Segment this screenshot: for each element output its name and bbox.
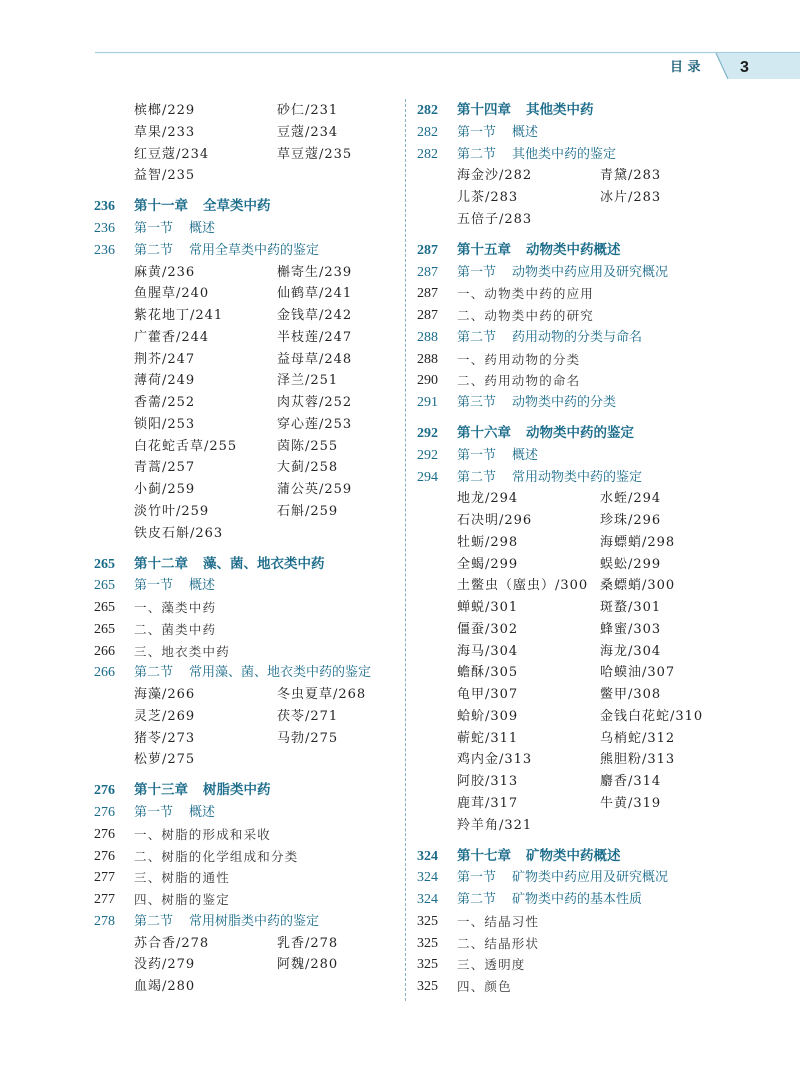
- toc-pair-row: [94, 414, 399, 436]
- herb-entry: 地龙/294: [457, 491, 519, 507]
- toc-pair-row: [94, 327, 399, 349]
- herb-entry: 槟榔/229: [134, 103, 196, 118]
- herb-entry: 广藿香/244: [134, 329, 210, 345]
- toc-chapter-row: [417, 100, 747, 122]
- toc-item-row: [94, 597, 399, 619]
- herb-entry: 麻黄/236: [134, 264, 196, 280]
- toc-pair-row: [94, 392, 399, 414]
- subsection-text: 一、药用动物的分类: [457, 351, 581, 367]
- toc-pair-row: [94, 728, 399, 750]
- toc-pair-row: [94, 436, 399, 458]
- herb-entry: 海龙/304: [600, 643, 662, 659]
- toc-pair-row: [94, 954, 399, 976]
- chapter-label: 第十一章: [134, 198, 188, 215]
- toc-pair-row: [417, 575, 747, 597]
- toc-pair-row: [94, 144, 399, 166]
- toc-pair-row: [417, 749, 747, 771]
- herb-entry: 铁皮石斛/263: [134, 525, 224, 541]
- subsection-text: 四、颜色: [457, 979, 512, 994]
- section-label: 第一节: [134, 578, 174, 594]
- herb-entry: 鱼腥草/240: [134, 286, 210, 302]
- herb-entry: 水蛭/294: [600, 491, 662, 507]
- herb-entry: 红豆蔻/234: [134, 146, 210, 162]
- herb-entry: 石决明/296: [457, 513, 533, 528]
- item-page-number: 266: [94, 643, 115, 659]
- section-page-number: 294: [417, 469, 438, 485]
- herb-entry: 龟甲/307: [457, 687, 519, 702]
- chapter-title: 矿物类中药概述: [526, 847, 621, 864]
- herb-entry: 五倍子/283: [457, 211, 533, 227]
- herb-entry: 槲寄生/239: [277, 264, 353, 280]
- herb-entry: 苏合香/278: [134, 935, 210, 951]
- subsection-text: 二、菌类中药: [134, 621, 217, 637]
- herb-entry: 半枝莲/247: [277, 329, 353, 345]
- toc-pair-row: [94, 349, 399, 371]
- toc-pair-row: [94, 262, 399, 284]
- herb-entry: 熊胆粉/313: [600, 752, 676, 768]
- herb-entry: 麝香/314: [600, 774, 662, 789]
- subsection-text: 二、动物类中药的研究: [457, 308, 595, 323]
- chapter-page-number: 324: [417, 848, 438, 864]
- chapter-page-number: 287: [417, 242, 438, 258]
- section-title: 矿物类中药应用及研究概况: [512, 870, 669, 886]
- item-page-number: 265: [94, 621, 115, 637]
- section-page-number: 282: [417, 124, 438, 140]
- section-label: 第一节: [457, 870, 497, 886]
- toc-pair-row: [94, 706, 399, 728]
- section-title: 常用全草类中药的鉴定: [189, 242, 320, 258]
- section-title: 常用动物类中药的鉴定: [512, 469, 643, 485]
- herb-entry: 薄荷/249: [134, 373, 196, 389]
- toc-pair-row: [417, 187, 747, 209]
- toc-pair-row: [94, 684, 399, 706]
- section-label: 第二节: [457, 892, 497, 907]
- herb-entry: 牛黄/319: [600, 795, 662, 811]
- chapter-title: 树脂类中药: [203, 782, 271, 799]
- chapter-label: 第十六章: [457, 425, 511, 441]
- herb-entry: 马勃/275: [277, 730, 339, 746]
- chapter-label: 第十四章: [457, 102, 511, 118]
- toc-item-row: [417, 349, 747, 371]
- section-title: 概述: [512, 447, 539, 463]
- chapter-page-number: 236: [94, 199, 115, 215]
- chapter-label: 第十二章: [134, 555, 188, 572]
- herb-entry: 灵芝/269: [134, 708, 196, 724]
- section-page-number: 324: [417, 870, 438, 886]
- column-divider: [405, 99, 406, 1001]
- toc-pair-row: [417, 662, 747, 684]
- chapter-page-number: 282: [417, 103, 438, 118]
- toc-pair-row: [417, 815, 747, 837]
- herb-entry: 桑螵蛸/300: [600, 578, 676, 594]
- herb-entry: 锁阳/253: [134, 416, 196, 432]
- toc-pair-row: [94, 749, 399, 771]
- subsection-text: 二、药用动物的命名: [457, 373, 581, 389]
- toc-section-row: [417, 144, 747, 166]
- herb-entry: 小蓟/259: [134, 482, 196, 497]
- toc-pair-row: [417, 684, 747, 706]
- section-label: 第三节: [457, 395, 497, 410]
- toc-item-row: [94, 641, 399, 663]
- toc-item-row: [94, 824, 399, 846]
- chapter-page-number: 276: [94, 783, 115, 799]
- toc-section-row: [417, 122, 747, 144]
- herb-entry: 青黛/283: [600, 168, 662, 184]
- item-page-number: 287: [417, 308, 438, 323]
- toc-pair-row: [417, 597, 747, 619]
- toc-item-row: [94, 619, 399, 641]
- chapter-title: 藻、菌、地衣类中药: [203, 555, 325, 572]
- subsection-text: 四、树脂的鉴定: [134, 892, 230, 907]
- chapter-label: 第十七章: [457, 847, 511, 864]
- toc-chapter-row: [94, 780, 399, 802]
- section-title: 常用树脂类中药的鉴定: [189, 913, 320, 929]
- section-label: 第一节: [134, 221, 174, 236]
- herb-entry: 土鳖虫（䗪虫）/300: [457, 578, 589, 594]
- chapter-title: 动物类中药的鉴定: [526, 425, 634, 441]
- herb-entry: 蒲公英/259: [277, 482, 353, 497]
- herb-entry: 乌梢蛇/312: [600, 730, 676, 746]
- herb-entry: 海马/304: [457, 643, 519, 659]
- section-title: 动物类中药的分类: [512, 395, 617, 410]
- section-page-number: 236: [94, 242, 115, 258]
- herb-entry: 冬虫夏草/268: [277, 687, 367, 702]
- chapter-title: 动物类中药概述: [526, 241, 621, 258]
- toc-right-column: [417, 100, 747, 998]
- herb-entry: 茯苓/271: [277, 708, 339, 724]
- subsection-text: 三、地衣类中药: [134, 643, 230, 659]
- chapter-page-number: 292: [417, 426, 438, 441]
- herb-entry: 石斛/259: [277, 503, 339, 519]
- herb-entry: 蜈蚣/299: [600, 556, 662, 572]
- toc-pair-row: [417, 641, 747, 663]
- toc-chapter-row: [417, 846, 747, 868]
- toc-chapter-row: [417, 240, 747, 262]
- herb-entry: 茵陈/255: [277, 438, 339, 454]
- toc-section-row: [417, 262, 747, 284]
- herb-entry: 羚羊角/321: [457, 817, 533, 833]
- toc-pair-row: [417, 706, 747, 728]
- herb-entry: 砂仁/231: [277, 103, 339, 118]
- section-page-number: 266: [94, 665, 115, 681]
- section-page-number: 324: [417, 892, 438, 907]
- herb-entry: 蕲蛇/311: [457, 730, 519, 746]
- toc-section-row: [417, 867, 747, 889]
- section-title: 药用动物的分类与命名: [512, 329, 643, 345]
- toc-pair-row: [94, 976, 399, 998]
- herb-entry: 益母草/248: [277, 351, 353, 367]
- toc-pair-row: [94, 165, 399, 187]
- herb-entry: 鸡内金/313: [457, 752, 533, 768]
- herb-entry: 哈蟆油/307: [600, 665, 676, 681]
- herb-entry: 冰片/283: [600, 190, 662, 205]
- herb-entry: 香薷/252: [134, 395, 196, 410]
- toc-item-row: [417, 976, 747, 998]
- herb-entry: 紫花地丁/241: [134, 308, 224, 323]
- herb-entry: 蝉蜕/301: [457, 600, 519, 615]
- section-label: 第二节: [134, 665, 174, 681]
- toc-pair-row: [417, 165, 747, 187]
- herb-entry: 僵蚕/302: [457, 621, 519, 637]
- toc-section-row: [94, 911, 399, 933]
- toc-pair-row: [417, 209, 747, 231]
- page-tab: [716, 53, 800, 79]
- herb-entry: 斑蝥/301: [600, 600, 662, 615]
- toc-section-row: [94, 575, 399, 597]
- toc-chapter-row: [94, 554, 399, 576]
- section-label: 第一节: [457, 447, 497, 463]
- herb-entry: 阿魏/280: [277, 957, 339, 973]
- toc-pair-row: [417, 793, 747, 815]
- section-label: 第二节: [457, 469, 497, 485]
- section-page-number: 265: [94, 578, 115, 594]
- toc-item-row: [417, 933, 747, 955]
- section-title: 概述: [189, 221, 216, 236]
- chapter-title: 全草类中药: [203, 198, 271, 215]
- toc-section-row: [94, 240, 399, 262]
- herb-entry: 白花蛇舌草/255: [134, 438, 238, 454]
- toc-pair-row: [417, 488, 747, 510]
- toc-pair-row: [417, 619, 747, 641]
- herb-entry: 蟾酥/305: [457, 665, 519, 681]
- herb-entry: 青蒿/257: [134, 460, 196, 476]
- herb-entry: 荆芥/247: [134, 351, 196, 367]
- item-page-number: 277: [94, 892, 115, 907]
- herb-entry: 血竭/280: [134, 979, 196, 994]
- toc-section-row: [417, 445, 747, 467]
- toc-pair-row: [94, 370, 399, 392]
- section-page-number: 291: [417, 395, 438, 410]
- toc-pair-row: [417, 554, 747, 576]
- toc-item-row: [417, 305, 747, 327]
- toc-section-row: [417, 467, 747, 489]
- toc-pair-row: [94, 479, 399, 501]
- section-page-number: 276: [94, 805, 115, 820]
- herb-entry: 金钱草/242: [277, 308, 353, 323]
- toc-item-row: [417, 283, 747, 305]
- herb-entry: 鹿茸/317: [457, 795, 519, 811]
- herb-entry: 乳香/278: [277, 935, 339, 951]
- subsection-text: 二、结晶形状: [457, 935, 540, 951]
- chapter-label: 第十五章: [457, 241, 511, 258]
- herb-entry: 海藻/266: [134, 687, 196, 702]
- herb-entry: 珍珠/296: [600, 513, 662, 528]
- subsection-text: 三、透明度: [457, 957, 526, 973]
- toc-pair-row: [94, 122, 399, 144]
- section-title: 概述: [189, 578, 216, 594]
- herb-entry: 牡蛎/298: [457, 534, 519, 550]
- toc-section-row: [94, 802, 399, 824]
- toc-section-row: [94, 218, 399, 240]
- toc-pair-row: [417, 510, 747, 532]
- item-page-number: 277: [94, 870, 115, 886]
- section-title: 动物类中药应用及研究概况: [512, 264, 669, 280]
- section-title: 其他类中药的鉴定: [512, 146, 617, 162]
- section-label: 第一节: [457, 124, 497, 140]
- toc-section-row: [417, 327, 747, 349]
- herb-entry: 蛤蚧/309: [457, 708, 519, 724]
- section-title: 概述: [512, 124, 539, 140]
- section-page-number: 236: [94, 221, 115, 236]
- herb-entry: 海螵蛸/298: [600, 534, 676, 550]
- item-page-number: 287: [417, 286, 438, 302]
- herb-entry: 豆蔻/234: [277, 124, 339, 140]
- section-label: 第二节: [134, 242, 174, 258]
- toc-pair-row: [94, 501, 399, 523]
- herb-entry: 大蓟/258: [277, 460, 339, 476]
- herb-entry: 猪苓/273: [134, 730, 196, 746]
- toc-item-row: [417, 911, 747, 933]
- toc-item-row: [417, 954, 747, 976]
- herb-entry: 草豆蔻/235: [277, 146, 353, 162]
- chapter-title: 其他类中药: [526, 102, 594, 118]
- subsection-text: 一、动物类中药的应用: [457, 286, 595, 302]
- herb-entry: 泽兰/251: [277, 373, 339, 389]
- section-title: 矿物类中药的基本性质: [512, 892, 643, 907]
- toc-section-row: [94, 662, 399, 684]
- section-title: 常用藻、菌、地衣类中药的鉴定: [189, 665, 372, 681]
- subsection-text: 一、树脂的形成和采收: [134, 826, 272, 842]
- herb-entry: 益智/235: [134, 168, 196, 184]
- section-label: 第一节: [134, 805, 174, 820]
- section-page-number: 292: [417, 447, 438, 463]
- herb-entry: 鳖甲/308: [600, 687, 662, 702]
- herb-entry: 金钱白花蛇/310: [600, 708, 704, 724]
- subsection-text: 一、结晶习性: [457, 913, 540, 929]
- subsection-text: 三、树脂的通性: [134, 870, 230, 886]
- section-label: 第二节: [457, 329, 497, 345]
- toc-chapter-row: [417, 423, 747, 445]
- item-page-number: 276: [94, 848, 115, 864]
- herb-entry: 松萝/275: [134, 752, 196, 768]
- section-page-number: 278: [94, 913, 115, 929]
- item-page-number: 325: [417, 979, 438, 994]
- toc-item-row: [94, 867, 399, 889]
- herb-entry: 海金沙/282: [457, 168, 533, 184]
- toc-section-row: [417, 392, 747, 414]
- toc-pair-row: [417, 532, 747, 554]
- item-page-number: 325: [417, 913, 438, 929]
- chapter-page-number: 265: [94, 556, 115, 572]
- item-page-number: 290: [417, 373, 438, 389]
- herb-entry: 肉苁蓉/252: [277, 395, 353, 410]
- herb-entry: 穿心莲/253: [277, 416, 353, 432]
- subsection-text: 二、树脂的化学组成和分类: [134, 848, 299, 864]
- herb-entry: 淡竹叶/259: [134, 503, 210, 519]
- item-page-number: 276: [94, 826, 115, 842]
- toc-pair-row: [94, 457, 399, 479]
- section-page-number: 282: [417, 146, 438, 162]
- toc-item-row: [417, 370, 747, 392]
- toc-pair-row: [94, 100, 399, 122]
- subsection-text: 一、藻类中药: [134, 600, 217, 615]
- herb-entry: 蜂蜜/303: [600, 621, 662, 637]
- toc-pair-row: [94, 283, 399, 305]
- chapter-label: 第十三章: [134, 782, 188, 799]
- herb-entry: 草果/233: [134, 124, 196, 140]
- herb-entry: 仙鹤草/241: [277, 286, 353, 302]
- section-page-number: 288: [417, 329, 438, 345]
- toc-pair-row: [94, 523, 399, 545]
- section-title: 概述: [189, 805, 216, 820]
- running-head-title: 目 录: [670, 60, 701, 75]
- item-page-number: 288: [417, 351, 438, 367]
- section-label: 第一节: [457, 264, 497, 280]
- toc-pair-row: [417, 771, 747, 793]
- page-number: 3: [740, 59, 749, 76]
- herb-entry: 全蝎/299: [457, 556, 519, 572]
- section-label: 第二节: [457, 146, 497, 162]
- herb-entry: 阿胶/313: [457, 774, 519, 789]
- section-page-number: 287: [417, 264, 438, 280]
- toc-item-row: [94, 889, 399, 911]
- section-label: 第二节: [134, 913, 174, 929]
- toc-left-column: [94, 100, 399, 998]
- herb-entry: 没药/279: [134, 957, 196, 973]
- item-page-number: 265: [94, 600, 115, 615]
- toc-pair-row: [417, 728, 747, 750]
- herb-entry: 儿茶/283: [457, 190, 519, 205]
- toc-item-row: [94, 846, 399, 868]
- item-page-number: 325: [417, 935, 438, 951]
- toc-section-row: [417, 889, 747, 911]
- toc-chapter-row: [94, 196, 399, 218]
- toc-pair-row: [94, 305, 399, 327]
- toc-pair-row: [94, 933, 399, 955]
- item-page-number: 325: [417, 957, 438, 973]
